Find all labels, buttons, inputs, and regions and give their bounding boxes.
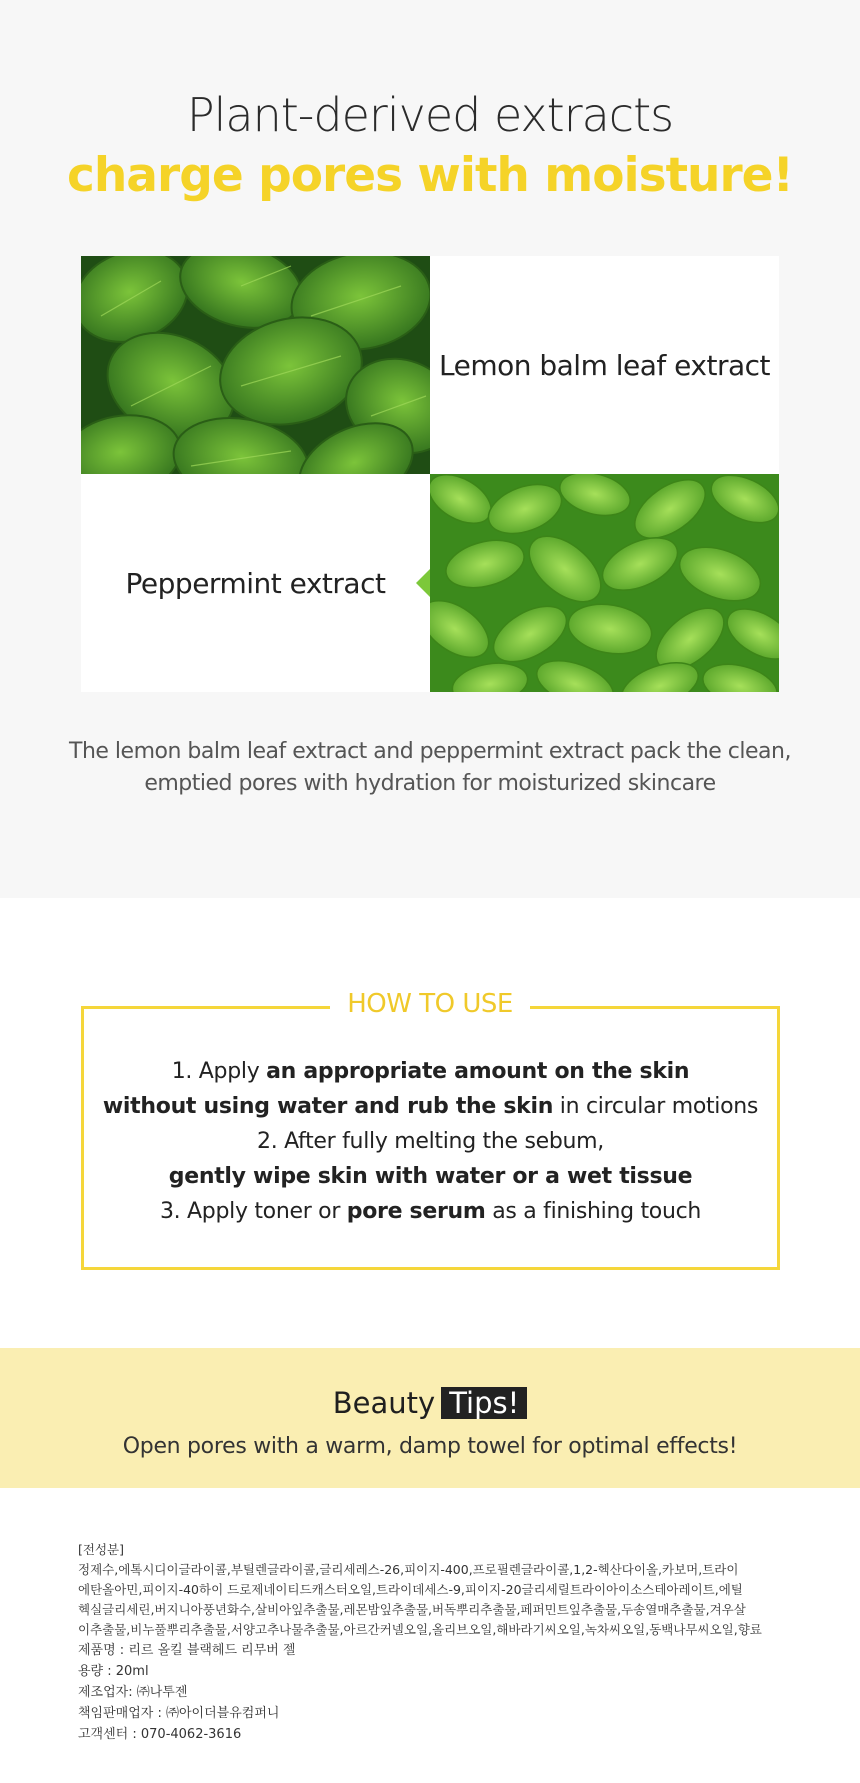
beauty-tips-label: Beauty (332, 1386, 436, 1420)
ingredients-block (78, 1540, 784, 1640)
step-2-line: 2. After fully melting the sebum, (257, 1129, 604, 1154)
manufacturer: 제조업자: ㈜나투젠 (78, 1685, 188, 1700)
product-volume: 용량 : 20ml (78, 1664, 149, 1679)
how-to-use-title: HOW TO USE (330, 989, 530, 1019)
description-line1: The lemon balm leaf extract and peppermint extract pack the clean, (69, 739, 791, 764)
step-3-text-2: as a finishing touch (485, 1199, 702, 1224)
product-name: 제품명 : 리르 올킬 블랙헤드 리무버 젤 (78, 1643, 296, 1658)
peppermint-image (430, 474, 779, 692)
how-to-use-section (0, 898, 860, 1348)
step-1-text: 1. Apply (171, 1059, 267, 1084)
step-1-emphasis: an appropriate amount on the skin (266, 1059, 690, 1084)
lemon-balm-label-cell (430, 256, 779, 474)
extracts-description (0, 736, 860, 800)
product-details-block (78, 1640, 784, 1745)
ingredients-line: 정제수,에톡시디이글라이콜,부틸렌글라이콜,글리세레스-26,피이지-400,프로필렌글라이콜,1,2-헥산다이올,카보머,트라이 (78, 1562, 739, 1577)
customer-center: 고객센터 : 070-4062-3616 (78, 1727, 242, 1742)
ingredients-line: 에탄올아민,피이지-40하이 드로제네이티드캐스터오일,트라이데세스-9,피이지-20글리세릴트라이아이소스테아레이트,에틸 (78, 1582, 743, 1597)
step-3-line (81, 1194, 780, 1229)
step-1-text-2: in circular motions (553, 1094, 759, 1119)
peppermint-label-cell (81, 474, 430, 692)
beauty-tips-text: Open pores with a warm, damp towel for optimal effects! (122, 1434, 738, 1459)
extracts-grid (81, 256, 779, 692)
tips-badge: Tips! (441, 1387, 527, 1419)
distributor: 책임판매업자 : ㈜아이더블유컴퍼니 (78, 1706, 280, 1721)
lemon-balm-label: Lemon balm leaf extract (438, 348, 771, 382)
beauty-tips-section (0, 1348, 860, 1488)
extracts-title: Plant-derived extracts (186, 88, 674, 142)
description-line2: emptied pores with hydration for moisturized skincare (144, 771, 716, 796)
step-2-emphasis: gently wipe skin with water or a wet tissue (168, 1164, 693, 1189)
step-3-text: 3. Apply toner or (159, 1199, 347, 1224)
lemon-balm-image (81, 256, 430, 474)
product-info-section (0, 1488, 860, 1783)
ingredients-line: 헥실글리세린,버지니아풍년화수,살비아잎추출물,레몬밤잎추출물,버독뿌리추출물,페퍼민트잎추출물,두송열매추출물,겨우살 (78, 1602, 746, 1617)
peppermint-label: Peppermint extract (125, 566, 386, 600)
how-to-use-steps (81, 1054, 780, 1229)
ingredients-heading: [전성분] (78, 1542, 124, 1557)
step-2-line-2 (81, 1159, 780, 1194)
step-3-emphasis: pore serum (346, 1199, 486, 1224)
step-1-line (81, 1054, 780, 1089)
step-1-line-2 (81, 1089, 780, 1124)
step-1-emphasis-2: without using water and rub the skin (102, 1094, 554, 1119)
beauty-tips-heading (0, 1386, 860, 1420)
extracts-subtitle: charge pores with moisture! (66, 148, 793, 203)
ingredients-line: 이추출물,비누풀뿌리추출물,서양고추나물추출물,아르간커넬오일,올리브오일,해바라기씨오일,녹차씨오일,동백나무씨오일,향료 (78, 1622, 762, 1637)
